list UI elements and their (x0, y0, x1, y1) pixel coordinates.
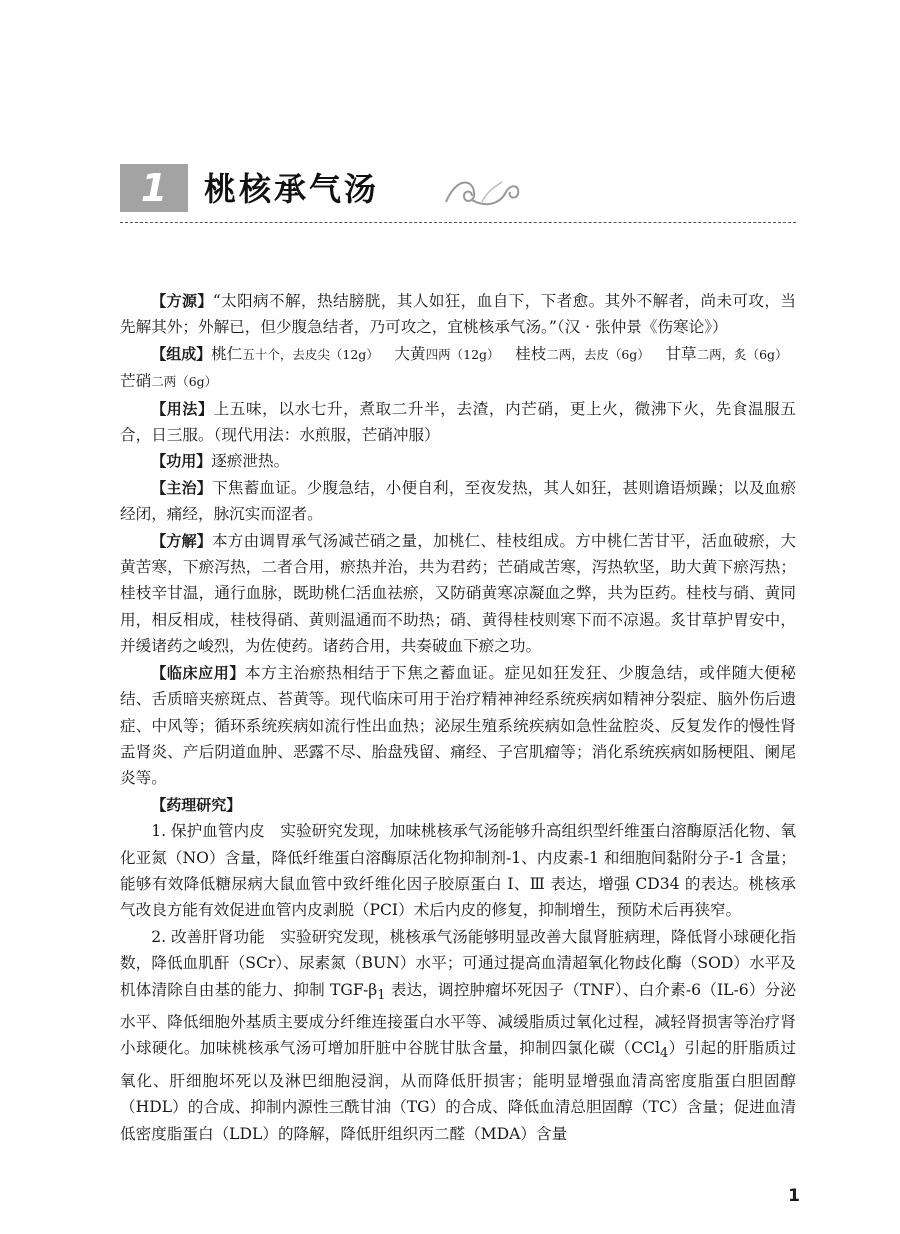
chapter-title: 桃核承气汤 (204, 170, 380, 208)
composition-paragraph (120, 341, 796, 396)
ingredient-name: 芒硝 (120, 372, 152, 391)
pharmacology-heading (120, 792, 796, 818)
analysis-text: 本方由调胃承气汤减芒硝之量，加桃仁、桂枝组成。方中桃仁苦甘平，活血破瘀，大黄苦寒，下瘀泻热，二者合用，瘀热并治，共为君药；芒硝咸苦寒，泻热软坚，助大黄下瘀泻热；桂枝辛甘温，通行血脉，既助桃仁活血祛瘀，又防硝黄寒凉凝血之弊，共为臣药。桂枝与硝、黄同用，相反相成，桂枝得硝、黄则温通而不助热；硝、黄得桂枝则寒下而不凉遏。炙甘草护胃安中，并缓诸药之峻烈，为佐使药。诸药合用，共奏破血下瘀之功。 (120, 531, 796, 656)
usage-text: 上五味，以水七升，煮取二升半，去渣，内芒硝，更上火，微沸下火，先食温服五合，日三服。（现代用法：水煎服，芒硝冲服） (120, 399, 796, 445)
subscript: 1 (377, 987, 386, 1003)
subscript: 4 (659, 1046, 669, 1062)
pharmacology-item-text: 实验研究发现，桃核承气汤能够明显改善大鼠肾脏病理，降低肾小球硬化指数，降低血肌酐（SCr）、尿素氮（BUN）水平；可通过提高血清超氧化物歧化酶（SOD）水平及机体清除自由基的能力、抑制 TGF-β (120, 927, 796, 999)
function-text: 逐瘀泄热。 (211, 452, 290, 471)
indication-paragraph (120, 475, 796, 528)
pharmacology-tag: 【药理研究】 (151, 795, 242, 814)
indication-text: 下焦蓄血证。少腹急结，小便自利，至夜发热，其人如狂，甚则谵语烦躁；以及血瘀经闭，痛经，脉沉实而涩者。 (120, 478, 796, 524)
chapter-number-box (120, 164, 188, 212)
clinical-paragraph (120, 660, 796, 792)
source-paragraph (120, 288, 796, 341)
ornament-swirl-icon (442, 172, 522, 212)
analysis-tag: 【方解】 (151, 531, 212, 550)
pharmacology-item-heading: 2. 改善肝肾功能 (151, 927, 265, 946)
pharmacology-item (120, 818, 796, 924)
ingredient-name: 大黄 (394, 344, 426, 363)
pharmacology-item-text: ）引起的肝脂质过氧化、肝细胞坏死以及淋巴细胞浸润，从而降低肝损害；能明显增强血清高密度脂蛋白胆固醇（HDL）的合成、抑制内源性三酰甘油（TG）的合成、降低血清总胆固醇（TC）含量；促进血清低密度脂蛋白（LDL）的降解，降低肝组织丙二醛（MDA）含量 (120, 1039, 796, 1143)
ingredient-name: 桃仁 (211, 344, 243, 363)
ingredient-note: 四两（12g） (425, 346, 500, 362)
page-number: 1 (788, 1186, 800, 1206)
source-text: “太阳病不解，热结膀胱，其人如狂，血自下，下者愈。其外不解者，尚未可攻，当先解其外；外解已，但少腹急结者，乃可攻之，宜桃核承气汤。”（汉 · 张仲景《伤寒论》） (120, 292, 796, 337)
ingredient-note: 二两，炙（6g） (696, 346, 788, 362)
ingredient-note: 二两（6g） (151, 374, 218, 390)
source-tag: 【方源】 (151, 292, 213, 310)
pharmacology-item (120, 924, 796, 1147)
main-content (120, 288, 796, 1147)
clinical-text: 本方主治瘀热相结于下焦之蓄血证。症见如狂发狂、少腹急结，或伴随大便秘结、舌质暗夹瘀斑点、苔黄等。现代临床可用于治疗精神神经系统疾病如精神分裂症、脑外伤后遗症、中风等；循环系统疾病如流行性出血热；泌尿生殖系统疾病如急性盆腔炎、反复发作的慢性肾盂肾炎、产后阴道血肿、恶露不尽、胎盘残留、痛经、子宫肌瘤等；消化系统疾病如肠梗阻、阑尾炎等。 (120, 663, 796, 788)
ingredient-name: 甘草 (665, 344, 697, 363)
composition-tag: 【组成】 (151, 344, 212, 363)
indication-tag: 【主治】 (151, 478, 212, 497)
pharmacology-item-text: 表达，调控肿瘤坏死因子（TNF）、白介素-6（IL-6）分泌水平、降低细胞外基质主要成分纤维连接蛋白水平等、减缓脂质过氧化过程，减轻肾损害等治疗肾小球硬化。加味桃核承气汤可增加肝脏中谷胱甘肽含量，抑制四氯化碳（CCl (120, 980, 797, 1058)
function-paragraph (120, 448, 796, 474)
usage-tag: 【用法】 (151, 399, 214, 418)
ingredient-note: 二两，去皮（6g） (546, 346, 650, 362)
usage-paragraph (120, 396, 796, 449)
ingredient-name: 桂枝 (515, 344, 547, 363)
pharmacology-item-heading: 1. 保护血管内皮 (151, 822, 265, 841)
pharmacology-item-text: 实验研究发现，加味桃核承气汤能够升高组织型纤维蛋白溶酶原活化物、氧化亚氮（NO）含量，降低纤维蛋白溶酶原活化物抑制剂-1、内皮素-1 和细胞间黏附分子-1 含量；能够有效降低糖尿病大鼠血管中致纤维化因子胶原蛋白 Ⅰ、Ⅲ 表达，增强 CD34 的表达。桃核承气改良方能有效促进血管内皮剥脱（PCI）术后内皮的修复，抑制增生，预防术后再狭窄。 (120, 822, 796, 920)
function-tag: 【功用】 (151, 452, 212, 471)
clinical-tag: 【临床应用】 (151, 663, 245, 682)
heading-divider (120, 222, 796, 223)
analysis-paragraph (120, 528, 796, 660)
chapter-number: 1 (140, 166, 168, 210)
ingredient-note: 五十个，去皮尖（12g） (242, 346, 379, 362)
